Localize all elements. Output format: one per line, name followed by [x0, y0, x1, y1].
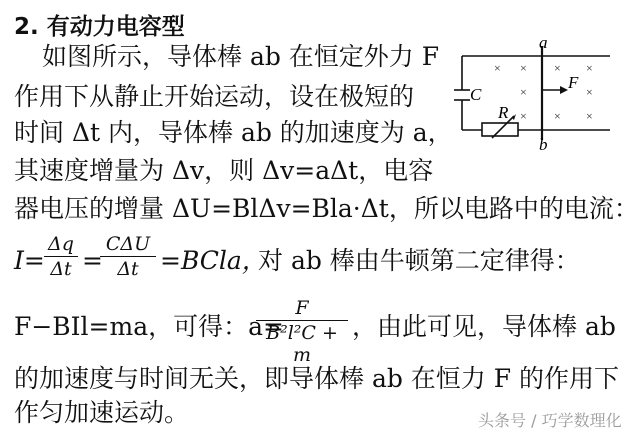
watermark: 头条号 / 巧学数理化 [478, 411, 622, 430]
label-a: a [539, 34, 548, 52]
formula1-rhs: =BCla， [160, 246, 267, 275]
fraction-cdu-dt [100, 233, 156, 280]
label-r: R [498, 103, 509, 122]
fraction-bar [256, 320, 348, 321]
field-x-mark: × [586, 109, 593, 123]
text-line-6: 的加速度与时间无关，即导体棒 ab 在恒力 F 的作用下 [14, 364, 620, 393]
text-line-7: 作匀加速运动。 [14, 398, 190, 427]
fraction-denominator: B²l²C + m [266, 322, 338, 366]
force-arrowhead [560, 86, 568, 94]
magnetic-field-marks [494, 61, 593, 123]
field-x-mark: × [554, 109, 561, 123]
label-f: F [568, 73, 579, 92]
text-line-2: 作用下从静止开始运动，设在极短的 [14, 82, 415, 111]
formula1-equals: = [82, 246, 103, 275]
fraction-numerator: F [295, 297, 309, 319]
label-b: b [539, 135, 548, 152]
fraction-denominator: Δt [50, 258, 72, 280]
formula1-lhs: I= [14, 246, 45, 275]
fraction-bar [100, 256, 156, 257]
formula1-text: 对 ab 棒由牛顿第二定律得： [258, 246, 580, 275]
field-x-mark: × [520, 61, 527, 75]
text-line-3: 时间 Δt 内，导体棒 ab 的加速度为 a， [14, 118, 453, 147]
field-x-mark: × [554, 61, 561, 75]
circuit-diagram [442, 34, 622, 152]
fraction-bar [44, 256, 78, 257]
fraction-acceleration [256, 297, 348, 366]
section-heading: 2. 有动力电容型 [14, 14, 185, 40]
formula2-lhs: F−BIl=ma，可得：a= [14, 312, 284, 341]
fraction-numerator: Δq [48, 233, 74, 255]
formula2-text: ，由此可见，导体棒 ab [352, 312, 616, 341]
fraction-numerator: CΔU [105, 233, 151, 255]
field-x-mark: × [586, 61, 593, 75]
field-x-mark: × [520, 109, 527, 123]
text-line-5: 器电压的增量 ΔU=BlΔv=Bla·Δt，所以电路中的电流： [14, 194, 639, 223]
field-x-mark: × [520, 85, 527, 99]
fraction-denominator: Δt [117, 258, 139, 280]
fraction-dq-dt [44, 233, 78, 280]
label-c: C [470, 85, 482, 104]
text-line-1: 如图所示，导体棒 ab 在恒定外力 F [42, 42, 440, 71]
field-x-mark: × [586, 85, 593, 99]
field-x-mark: × [494, 61, 501, 75]
text-line-4: 其速度增量为 Δv，则 Δv=aΔt，电容 [14, 156, 434, 185]
